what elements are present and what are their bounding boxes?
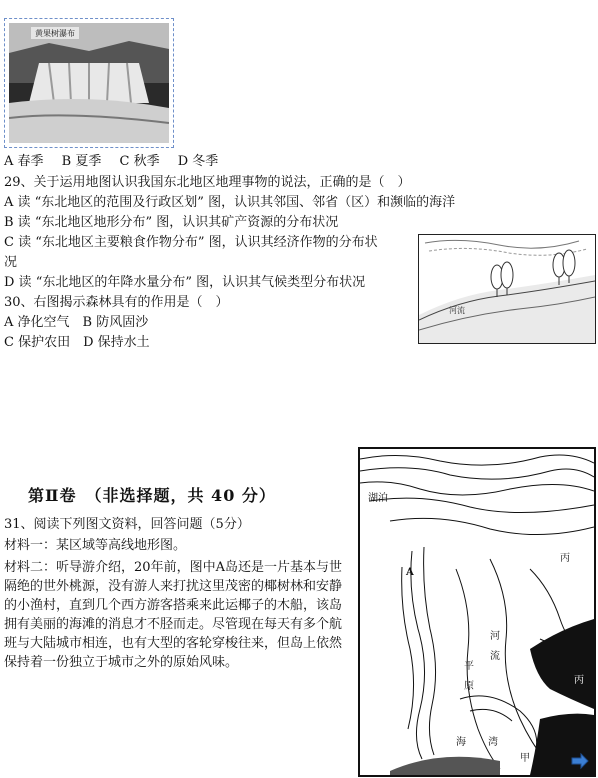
q29-option-a[interactable]: A 读 “东北地区的范围及行政区划” 图，认识其邻国、邻省（区）和濒临的海洋 xyxy=(4,195,456,210)
q30-options-ab[interactable]: A 净化空气 B 防风固沙 xyxy=(4,315,149,330)
contour-map xyxy=(358,447,596,777)
map-label-lake: 湖泊 xyxy=(368,493,388,504)
q29-option-b[interactable]: B 读 “东北地区地形分布” 图，认识其矿产资源的分布状况 xyxy=(4,215,339,230)
q29-option-d[interactable]: D 读 “东北地区的年降水量分布” 图，认识其气候类型分布状况 xyxy=(4,275,366,290)
q31-material1: 材料一：某区域等高线地形图。 xyxy=(4,538,187,553)
waterfall-photo xyxy=(9,23,169,143)
section2-title: 第Ⅱ卷 （非选择题，共 40 分） xyxy=(28,486,276,505)
map-label-jia: 甲 xyxy=(520,753,530,764)
map-label-bay-2: 湾 xyxy=(488,737,498,748)
forest-river-label: 河流 xyxy=(449,306,465,315)
q31-stem: 31、阅读下列图文资料，回答问题（5分） xyxy=(4,517,250,532)
q28-options xyxy=(4,152,232,171)
map-label-river-1: 河 xyxy=(490,631,500,642)
q28-option-d[interactable]: D 冬季 xyxy=(177,154,219,169)
map-label-bay-1: 海 xyxy=(456,737,466,748)
q29-option-c[interactable]: C 读 “东北地区主要粮食作物分布” 图，认识其经济作物的分布状 xyxy=(4,235,378,250)
map-label-bing-1: 丙 xyxy=(560,553,570,564)
q30-options-cd[interactable]: C 保护农田 D 保持水土 xyxy=(4,335,150,350)
next-page-arrow-icon[interactable] xyxy=(570,752,590,770)
map-label-bing-2: 丙 xyxy=(574,675,584,686)
q29-option-c-cont: 况 xyxy=(4,255,18,270)
waterfall-photo-frame xyxy=(4,18,174,148)
forest-figure xyxy=(418,234,596,344)
q31-material2: 材料二：听导游介绍，20年前，图中A岛还是一片基本与世隔绝的世外桃源，没有游人来打扰这里茂密的椰树林和安静的小渔村，直到几个西方游客搭乘来此运椰子的木船，该岛拥有美丽的海滩的消息才不胫而走。尽管现在每天有多个航班与大陆城市相连，也有大型的客轮穿梭往来，但岛上依然保持着一份独立于城市之外的原始风味。 xyxy=(4,560,343,670)
map-label-river-2: 流 xyxy=(490,651,500,662)
q30-stem: 30、右图揭示森林具有的作用是（ ） xyxy=(4,295,229,310)
map-label-a: A xyxy=(406,567,414,578)
map-label-plain-1: 平 xyxy=(464,661,474,672)
map-label-plain-2: 原 xyxy=(464,681,474,692)
q28-option-a[interactable]: A 春季 xyxy=(4,154,44,169)
q29-stem: 29、关于运用地图认识我国东北地区地理事物的说法，正确的是（ ） xyxy=(4,175,411,190)
q28-option-c[interactable]: C 秋季 xyxy=(119,154,160,169)
q28-option-b[interactable]: B 夏季 xyxy=(61,154,102,169)
photo-caption: 黄果树瀑布 xyxy=(35,29,75,38)
